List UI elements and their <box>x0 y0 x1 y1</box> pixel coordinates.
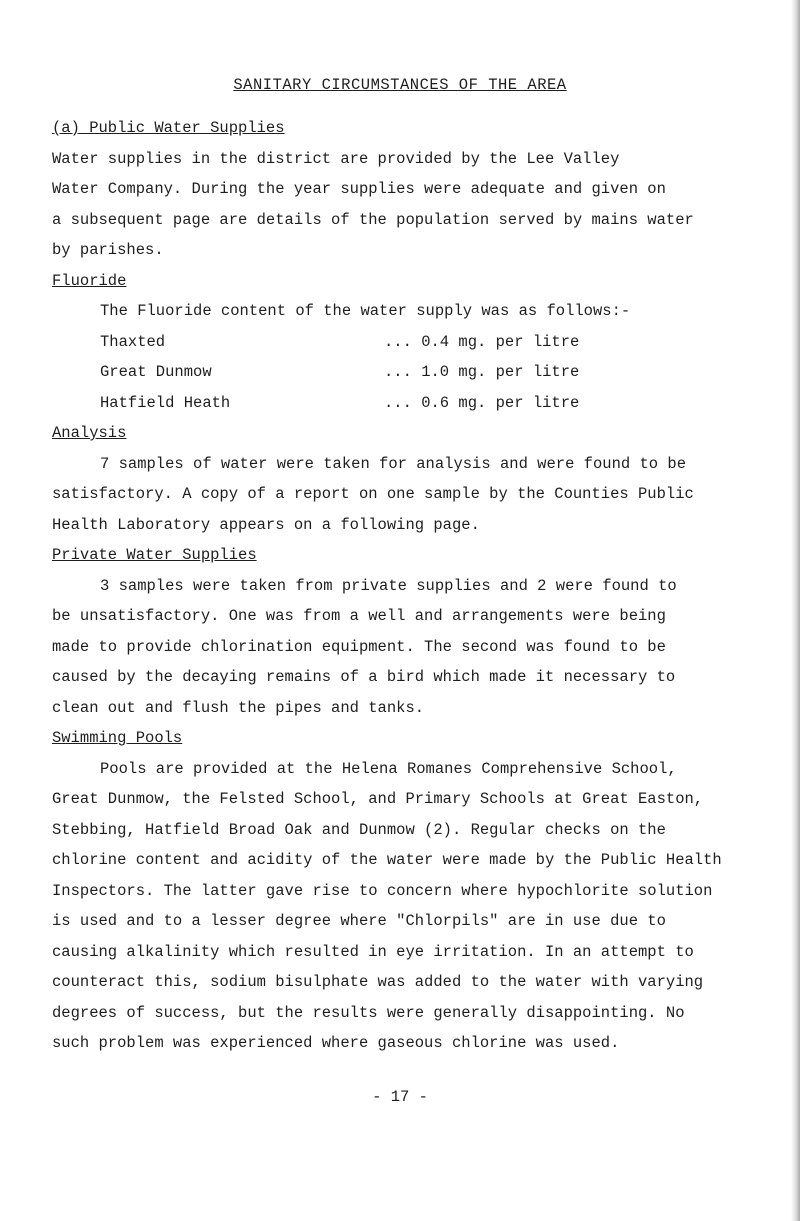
section-heading-public-water: (a) Public Water Supplies <box>52 119 285 137</box>
fluoride-place: Hatfield Heath <box>100 393 231 412</box>
page-title: SANITARY CIRCUMSTANCES OF THE AREA <box>233 76 567 94</box>
paragraph-line: Water Company. During the year supplies were adequate and given on <box>52 180 666 198</box>
paragraph-line: causing alkalinity which resulted in eye irritation. In an attempt to <box>52 942 694 961</box>
paragraph-line: Water supplies in the district are provided by the Lee Valley <box>52 149 620 168</box>
paragraph-line: caused by the decaying remains of a bird which made it necessary to <box>52 668 676 686</box>
page-number: - 17 - <box>372 1088 428 1106</box>
paragraph-line: be unsatisfactory. One was from a well and arrangements were being <box>52 607 666 625</box>
paragraph-line: Great Dunmow, the Felsted School, and Primary Schools at Great Easton, <box>52 790 704 808</box>
document-body <box>52 113 772 1059</box>
section-heading-private-water: Private Water Supplies <box>52 546 257 564</box>
fluoride-intro: The Fluoride content of the water supply was as follows:- <box>100 302 631 320</box>
fluoride-place: Thaxted <box>100 332 166 351</box>
paragraph-line: such problem was experienced where gaseous chlorine was used. <box>52 1034 620 1052</box>
paragraph-line: chlorine content and acidity of the water were made by the Public Health <box>52 851 722 869</box>
section-heading-fluoride: Fluoride <box>52 271 127 290</box>
fluoride-value: ... 1.0 mg. per litre <box>384 363 580 381</box>
paragraph-line: 3 samples were taken from private supplies and 2 were found to <box>100 576 677 595</box>
fluoride-value: ... 0.6 mg. per litre <box>384 393 580 412</box>
paragraph-line: made to provide chlorination equipment. The second was found to be <box>52 637 666 656</box>
section-heading-swimming-pools: Swimming Pools <box>52 729 183 747</box>
paragraph-line: is used and to a lesser degree where "Chlorpils" are in use due to <box>52 912 666 930</box>
section-heading-analysis: Analysis <box>52 424 127 442</box>
paragraph-line: Inspectors. The latter gave rise to concern where hypochlorite solution <box>52 881 713 900</box>
paragraph-line: Health Laboratory appears on a following page. <box>52 515 480 534</box>
paragraph-line: counteract this, sodium bisulphate was added to the water with varying <box>52 973 704 991</box>
paragraph-line: clean out and flush the pipes and tanks. <box>52 698 425 717</box>
fluoride-place: Great Dunmow <box>100 363 212 381</box>
paragraph-line: by parishes. <box>52 241 164 259</box>
paragraph-line: a subsequent page are details of the population served by mains water <box>52 210 694 229</box>
fluoride-row <box>52 357 772 388</box>
paragraph-line: satisfactory. A copy of a report on one sample by the Counties Public <box>52 485 694 503</box>
paragraph-line: Stebbing, Hatfield Broad Oak and Dunmow (2). Regular checks on the <box>52 820 666 839</box>
fluoride-row <box>52 327 772 358</box>
paragraph-line: Pools are provided at the Helena Romanes Comprehensive School, <box>100 759 677 778</box>
paragraph-line: degrees of success, but the results were generally disappointing. No <box>52 1003 685 1022</box>
fluoride-value: ... 0.4 mg. per litre <box>384 332 580 351</box>
fluoride-row <box>52 388 772 419</box>
paragraph-line: 7 samples of water were taken for analysis and were found to be <box>100 454 686 473</box>
scan-edge-shadow <box>791 0 800 1221</box>
